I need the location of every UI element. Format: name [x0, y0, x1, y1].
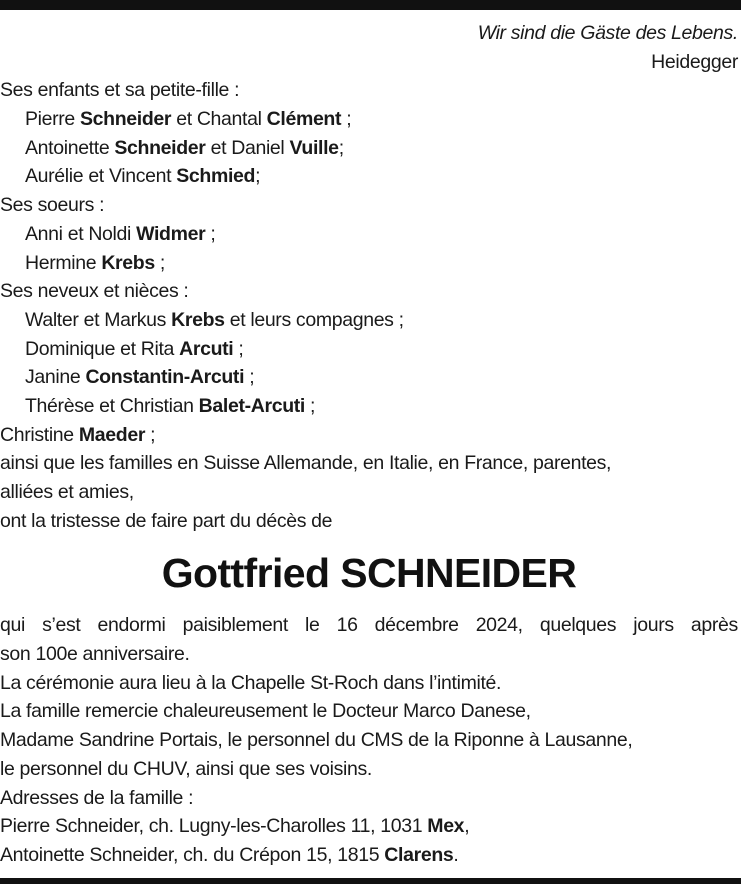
- thanks-line: le personnel du CHUV, ainsi que ses voisins.: [0, 757, 372, 780]
- nephews-heading: Ses neveux et nièces :: [0, 280, 189, 303]
- top-rule: [0, 0, 741, 10]
- announcement-line: son 100e anniversaire.: [0, 643, 190, 666]
- address-entry: Antoinette Schneider, ch. du Crépon 15, 1815 Clarens.: [0, 843, 459, 866]
- addresses-heading: Adresses de la famille :: [0, 786, 194, 809]
- thanks-line: Madame Sandrine Portais, le personnel du CMS de la Riponne à Lausanne,: [0, 729, 633, 752]
- christine-entry: Christine Maeder ;: [0, 423, 156, 446]
- family-entry: Thérèse et Christian Balet-Arcuti ;: [25, 394, 316, 417]
- deceased-name: Gottfried SCHNEIDER: [161, 550, 577, 597]
- sisters-heading: Ses soeurs :: [0, 194, 105, 217]
- family-entry: Aurélie et Vincent Schmied;: [25, 165, 261, 188]
- children-heading: Ses enfants et sa petite-fille :: [0, 79, 240, 102]
- family-entry: Dominique et Rita Arcuti ;: [25, 337, 244, 360]
- obituary-notice: [0, 19, 738, 870]
- ceremony-line: La cérémonie aura lieu à la Chapelle St-Roch dans l’intimité.: [0, 671, 502, 694]
- family-entry: Janine Constantin-Arcuti ;: [25, 366, 255, 389]
- families-line: ont la tristesse de faire part du décès de: [0, 509, 333, 532]
- family-entry: Anni et Noldi Widmer ;: [25, 222, 216, 245]
- announcement-line: qui s’est endormi paisiblement le 16 décembre 2024, quelques jours après: [0, 614, 738, 637]
- family-entry: Hermine Krebs ;: [25, 251, 165, 274]
- families-line: alliées et amies,: [0, 481, 134, 503]
- thanks-line: La famille remercie chaleureusement le Docteur Marco Danese,: [0, 700, 531, 723]
- family-entry: Antoinette Schneider et Daniel Vuille;: [25, 136, 344, 159]
- address-entry: Pierre Schneider, ch. Lugny-les-Charolles 11, 1031 Mex,: [0, 815, 470, 838]
- family-entry: Pierre Schneider et Chantal Clément ;: [25, 108, 352, 131]
- bottom-rule: [0, 878, 741, 884]
- family-entry: Walter et Markus Krebs et leurs compagnes ;: [25, 308, 404, 331]
- epigraph-author: Heidegger: [651, 50, 738, 73]
- epigraph-quote: Wir sind die Gäste des Lebens.: [477, 22, 738, 44]
- families-line: ainsi que les familles en Suisse Allemande, en Italie, en France, parentes,: [0, 452, 612, 475]
